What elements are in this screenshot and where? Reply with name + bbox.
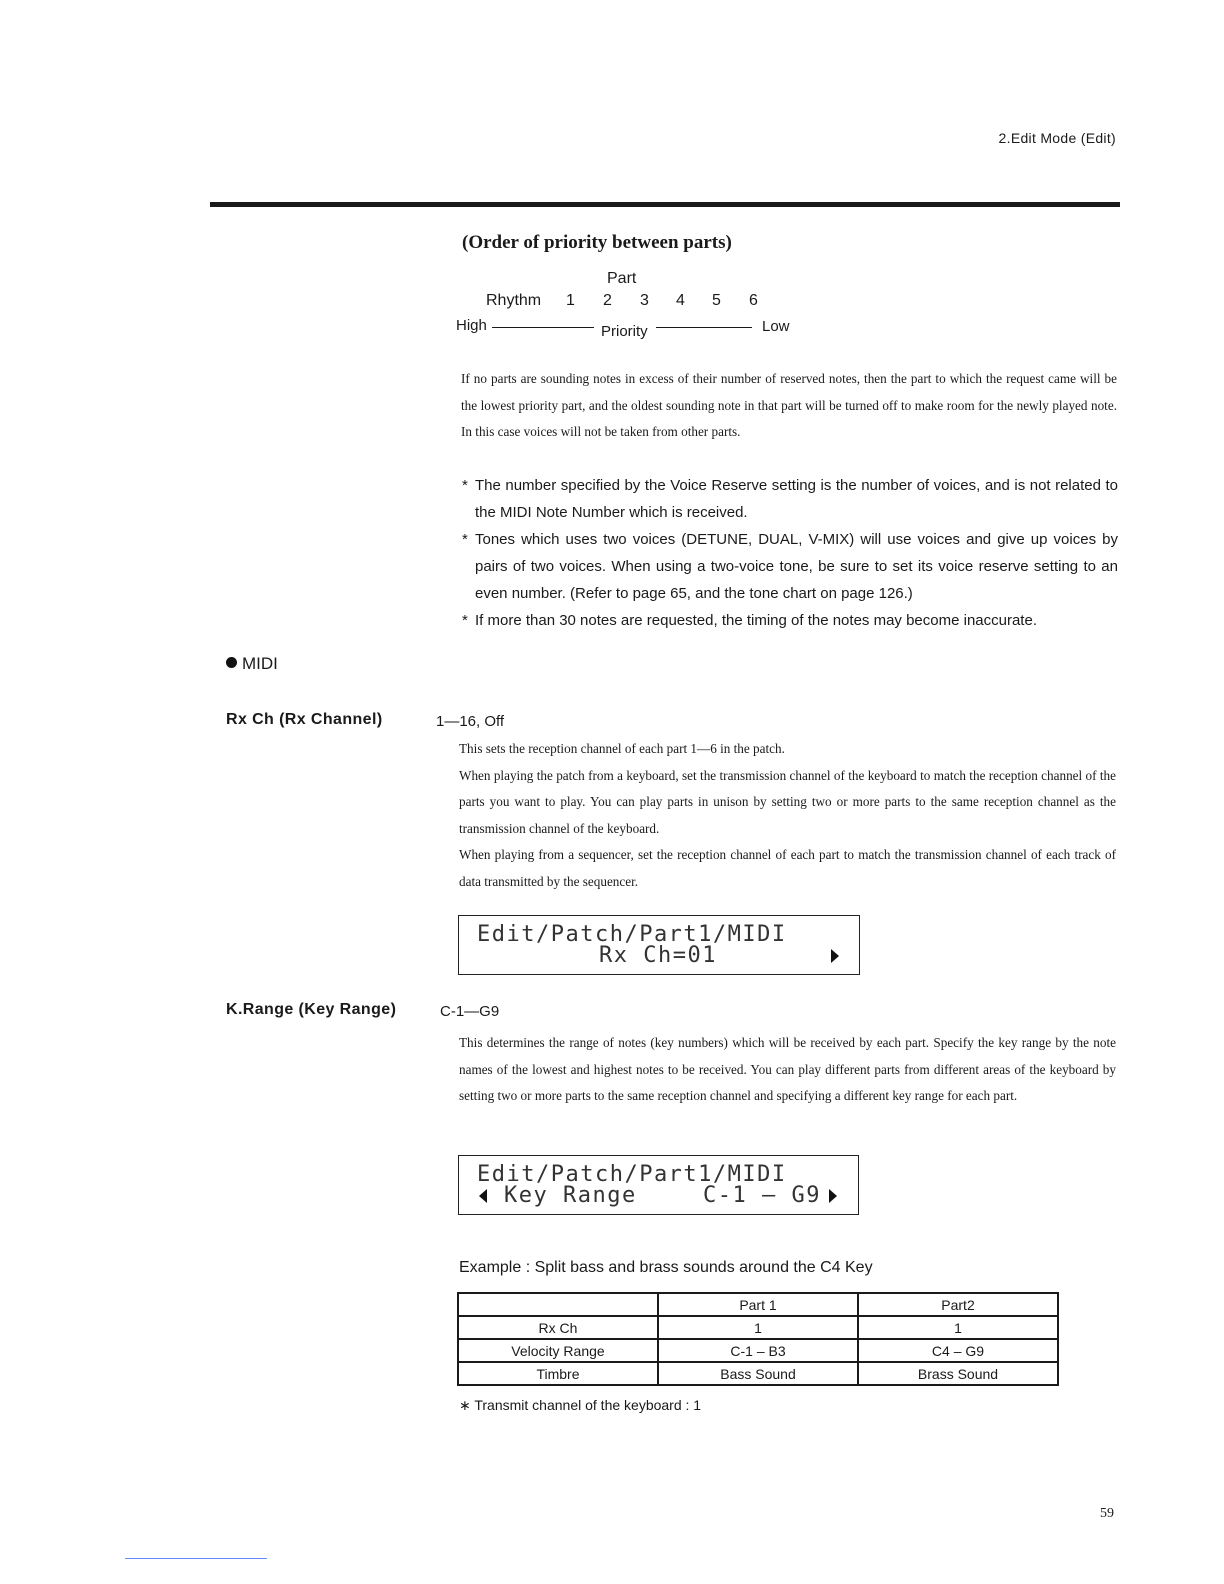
lcd-line-2-label: Key Range [504,1183,637,1208]
priority-arrow-right [656,327,752,328]
table-row [458,1339,1058,1362]
table-row [458,1362,1058,1385]
priority-high-label: High [456,317,487,334]
example-table [457,1292,1059,1386]
priority-axis-label: Priority [601,323,648,340]
table-cell [458,1293,658,1316]
table-cell: Brass Sound [858,1362,1058,1385]
k-range-description: This determines the range of notes (key numbers) which will be received by each part. Specify the key range by the note names of the lowest and highest notes to be received. You can play different parts from different areas of the keyboard by setting two or more parts to the same reception channel and specifying a different key range for each part. [459,1035,1116,1103]
priority-low-label: Low [762,318,790,335]
midi-heading: MIDI [226,654,278,674]
priority-col-3: 3 [640,292,649,309]
note-item: * Tones which uses two voices (DETUNE, DUAL, V-MIX) will use voices and give up voices by pairs of two voices. When using a two-voice tone, be sure to set its voice reserve setting to an even number. (Refer to page 65, and the tone chart on page 126.) [462,531,1118,602]
notes-list [462,472,1118,634]
rx-ch-label: Rx Ch (Rx Channel) [226,711,383,728]
priority-title: (Order of priority between parts) [462,232,732,253]
right-arrow-icon [831,949,839,963]
rx-ch-description: This sets the reception channel of each part 1—6 in the patch. When playing the patch from a keyboard, set the transmission channel of the keyboard to match the reception channel of the parts you want to play. You can play parts in unison by setting two or more parts to the same reception channel as the transmission channel of the keyboard. When playing from a sequencer, set the reception channel of each part to match the transmission channel of each track of data transmitted by the sequencer. [459,741,1116,889]
table-cell: Part 1 [658,1293,858,1316]
table-cell: Timbre [458,1362,658,1385]
lcd-key-range [458,1155,859,1215]
table-cell: 1 [858,1316,1058,1339]
table-cell: C-1 – B3 [658,1339,858,1362]
priority-col-5: 5 [712,292,721,309]
k-range-label: K.Range (Key Range) [226,1001,397,1018]
k-range-range: C-1—G9 [440,1003,500,1020]
example-footnote: ∗ Transmit channel of the keyboard : 1 [459,1397,702,1413]
priority-arrow-left [492,327,594,328]
example-title: Example : Split bass and brass sounds around the C4 Key [459,1259,873,1276]
page-number: 59 [1100,1506,1114,1521]
lcd-rx-ch [458,915,860,975]
scan-artifact-line [125,1558,267,1559]
rx-ch-range: 1—16, Off [436,713,505,730]
table-row [458,1293,1058,1316]
priority-col-rhythm: Rhythm [486,292,542,309]
table-cell: Part2 [858,1293,1058,1316]
priority-col-1: 1 [566,292,575,309]
lcd-line-1: Edit/Patch/Part1/MIDI [477,1162,787,1187]
table-cell: C4 – G9 [858,1339,1058,1362]
lcd-line-1: Edit/Patch/Part1/MIDI [477,922,787,947]
priority-description: If no parts are sounding notes in excess of their number of reserved notes, then the part to which the request came will be the lowest priority part, and the oldest sounding note in that part will be turned off to make room for the newly played note. In this case voices will not be taken from other parts. [461,371,1117,439]
header-rule [210,202,1120,207]
priority-col-4: 4 [676,292,685,309]
note-item: * If more than 30 notes are requested, the timing of the notes may become inaccurate. [462,612,1037,629]
table-cell: Bass Sound [658,1362,858,1385]
table-row [458,1316,1058,1339]
table-cell: 1 [658,1316,858,1339]
bullet-icon [226,657,237,668]
running-header: 2.Edit Mode (Edit) [998,130,1116,146]
left-arrow-icon [479,1189,487,1203]
table-cell: Velocity Range [458,1339,658,1362]
lcd-line-2-value: C-1 – G9 [703,1183,821,1208]
priority-col-2: 2 [603,292,612,309]
note-item: * The number specified by the Voice Reserve setting is the number of voices, and is not related to the MIDI Note Number which is received. [462,477,1118,521]
priority-col-6: 6 [749,292,758,309]
table-cell: Rx Ch [458,1316,658,1339]
lcd-line-2: Rx Ch=01 [599,943,717,968]
priority-part-label: Part [607,270,637,287]
right-arrow-icon [829,1189,837,1203]
